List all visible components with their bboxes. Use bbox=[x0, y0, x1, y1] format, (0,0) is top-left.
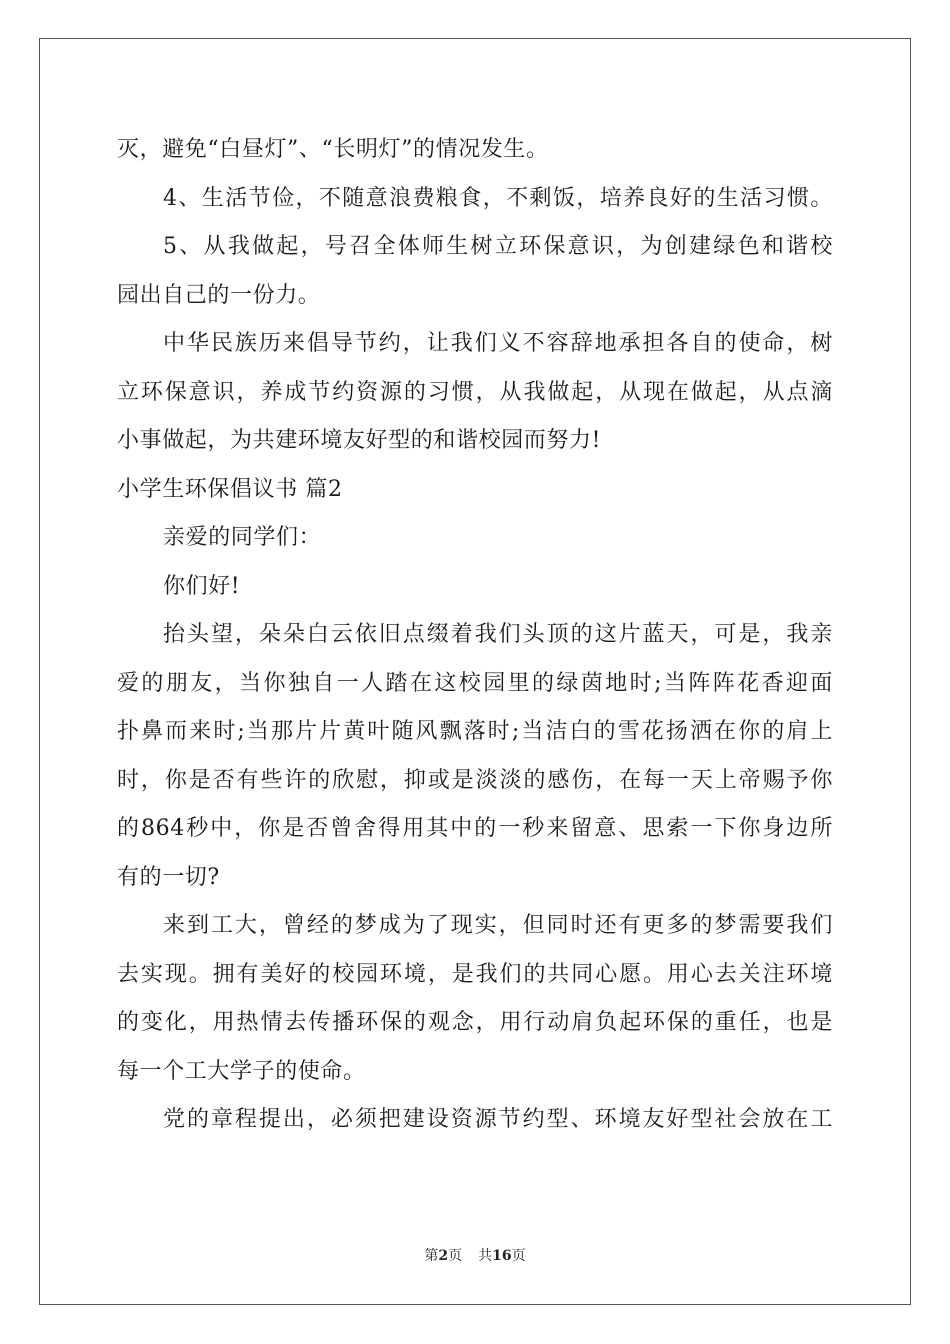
text-line: 灭，避免“白昼灯”、“长明灯”的情况发生。 bbox=[117, 137, 549, 162]
text-line: 亲爱的同学们： bbox=[163, 525, 322, 550]
text-line: 去实现。拥有美好的校园环境，是我们的共同心愿。用心去关注环境 bbox=[117, 961, 833, 987]
text-line: 4、生活节俭，不随意浪费粮食，不剩饭，培养良好的生活习惯。 bbox=[163, 185, 833, 211]
text-line: 的864秒中，你是否曾舍得用其中的一秒来留意、思索一下你身边所 bbox=[117, 816, 833, 841]
text-line: 有的一切? bbox=[117, 864, 220, 890]
text-line: 抬头望，朵朵白云依旧点缀着我们头顶的这片蓝天，可是，我亲 bbox=[163, 622, 833, 647]
page-footer bbox=[0, 1247, 950, 1265]
text-line: 小事做起，为共建环境友好型的和谐校园而努力! bbox=[117, 428, 602, 453]
text-line: 的变化，用热情去传播环保的观念，用行动肩负起环保的重任，也是 bbox=[117, 1010, 833, 1035]
footer-total-pages: 16 bbox=[492, 1248, 512, 1264]
text-line: 立环保意识，养成节约资源的习惯，从我做起，从现在做起，从点滴 bbox=[117, 379, 833, 405]
footer-page-number: 2 bbox=[438, 1248, 449, 1264]
footer-total-suffix: 页 bbox=[511, 1248, 526, 1264]
text-line: 园出自己的一份力。 bbox=[117, 282, 321, 308]
text-line: 小学生环保倡议书 篇2 bbox=[117, 476, 343, 502]
text-line: 来到工大，曾经的梦成为了现实，但同时还有更多的梦需要我们 bbox=[163, 913, 833, 938]
text-line: 时，你是否有些许的欣慰，抑或是淡淡的感伤，在每一天上帝赐予你 bbox=[117, 767, 833, 793]
document-body bbox=[117, 126, 833, 1145]
text-line: 党的章程提出，必须把建设资源节约型、环境友好型社会放在工 bbox=[163, 1107, 833, 1132]
text-line: 中华民族历来倡导节约，让我们义不容辞地承担各自的使命，树 bbox=[163, 331, 833, 356]
footer-page-prefix: 第 bbox=[424, 1248, 439, 1264]
text-line: 5、从我做起，号召全体师生树立环保意识，为创建绿色和谐校 bbox=[163, 234, 833, 259]
text-line: 爱的朋友，当你独自一人踏在这校园里的绿茵地时;当阵阵花香迎面 bbox=[117, 670, 833, 696]
text-line: 你们好! bbox=[163, 573, 241, 599]
text-line: 每一个工大学子的使命。 bbox=[117, 1058, 366, 1084]
text-line: 扑鼻而来时;当那片片黄叶随风飘落时;当洁白的雪花扬洒在你的肩上 bbox=[117, 719, 833, 744]
footer-total-prefix: 共 bbox=[478, 1248, 493, 1264]
footer-page-suffix: 页 bbox=[448, 1248, 463, 1264]
